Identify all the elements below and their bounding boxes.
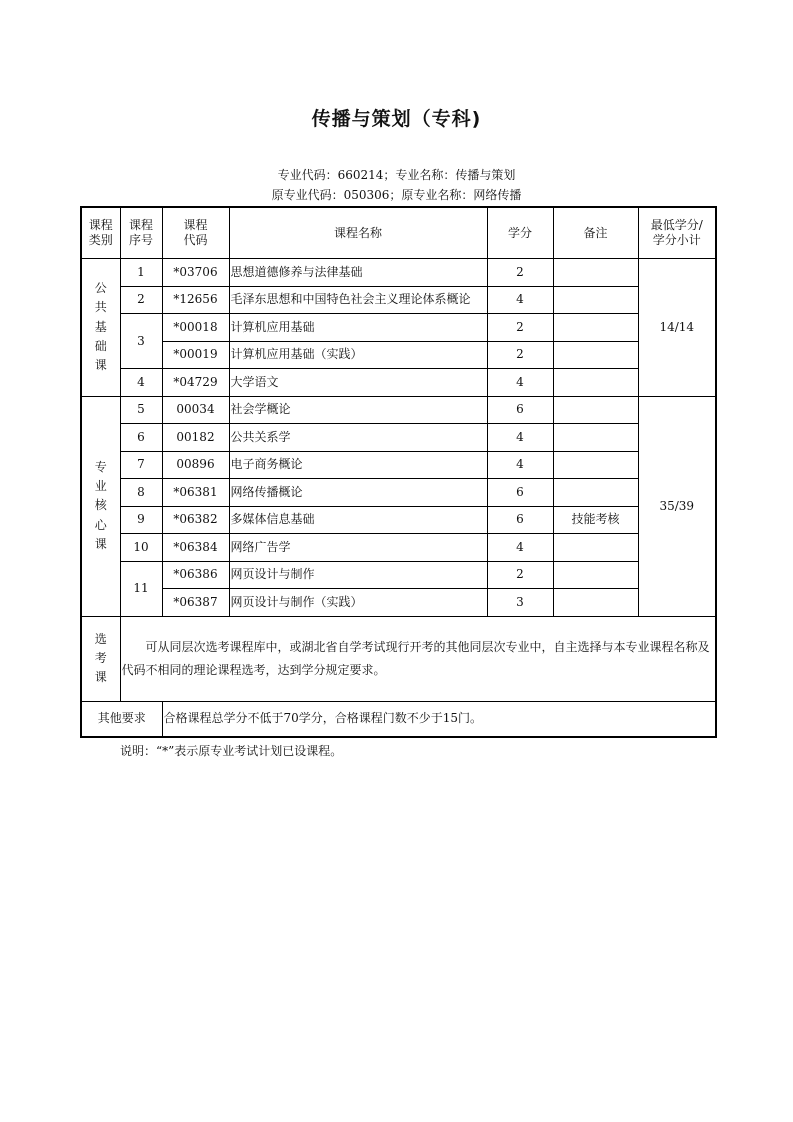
course-code: *04729	[162, 369, 229, 397]
table-row	[81, 534, 716, 562]
table-row	[81, 396, 716, 424]
header-min-credit: 最低学分/ 学分小计	[638, 207, 716, 259]
course-seq: 9	[120, 506, 162, 534]
course-code: *06384	[162, 534, 229, 562]
table-row	[81, 314, 716, 342]
course-name: 网页设计与制作（实践）	[229, 589, 487, 617]
table-row	[81, 589, 716, 617]
page-title: 传播与策划（专科)	[311, 108, 482, 130]
major-code-line: 专业代码：660214；专业名称：传播与策划	[277, 168, 516, 182]
course-name: 计算机应用基础	[229, 314, 487, 342]
course-seq: 1	[120, 259, 162, 287]
course-seq: 2	[120, 286, 162, 314]
table-row	[81, 506, 716, 534]
course-credit: 4	[487, 424, 553, 452]
course-name: 多媒体信息基础	[229, 506, 487, 534]
course-remark	[553, 286, 638, 314]
course-remark	[553, 314, 638, 342]
header-seq: 课程 序号	[120, 207, 162, 259]
course-seq: 5	[120, 396, 162, 424]
course-name: 电子商务概论	[229, 451, 487, 479]
course-remark	[553, 396, 638, 424]
header-name: 课程名称	[229, 207, 487, 259]
course-remark	[553, 534, 638, 562]
course-name: 计算机应用基础（实践）	[229, 341, 487, 369]
table-row	[81, 424, 716, 452]
course-name: 毛泽东思想和中国特色社会主义理论体系概论	[229, 286, 487, 314]
course-credit: 4	[487, 286, 553, 314]
course-credit: 4	[487, 451, 553, 479]
course-code: 00896	[162, 451, 229, 479]
elective-row	[81, 616, 716, 701]
course-code: *06381	[162, 479, 229, 507]
header-credit: 学分	[487, 207, 553, 259]
course-code: 00182	[162, 424, 229, 452]
table-row	[81, 561, 716, 589]
table-row	[81, 479, 716, 507]
course-code: *00019	[162, 341, 229, 369]
header-remark: 备注	[553, 207, 638, 259]
course-name: 社会学概论	[229, 396, 487, 424]
course-remark	[553, 424, 638, 452]
course-name: 网络广告学	[229, 534, 487, 562]
footnote: 说明：“*”表示原专业考试计划已设课程。	[120, 744, 343, 758]
course-code: *06386	[162, 561, 229, 589]
course-credit: 3	[487, 589, 553, 617]
table-header-row	[81, 207, 716, 259]
course-remark	[553, 479, 638, 507]
course-seq: 11	[120, 561, 162, 616]
course-seq: 7	[120, 451, 162, 479]
course-credit: 2	[487, 341, 553, 369]
table-row	[81, 451, 716, 479]
header-category: 课程 类别	[81, 207, 120, 259]
table-row	[81, 341, 716, 369]
course-credit: 6	[487, 479, 553, 507]
table-row	[81, 259, 716, 287]
header-code: 课程 代码	[162, 207, 229, 259]
course-name: 思想道德修养与法律基础	[229, 259, 487, 287]
other-requirements-label: 其他要求	[81, 701, 162, 737]
course-credit: 6	[487, 396, 553, 424]
subtotal-major-core: 35/39	[638, 396, 716, 616]
course-remark	[553, 341, 638, 369]
course-credit: 6	[487, 506, 553, 534]
course-code: *12656	[162, 286, 229, 314]
subtotal-public-basic: 14/14	[638, 259, 716, 397]
course-name: 网络传播概论	[229, 479, 487, 507]
course-remark	[553, 369, 638, 397]
course-name: 网页设计与制作	[229, 561, 487, 589]
table-row	[81, 369, 716, 397]
elective-description: 可从同层次选考课程库中，或湖北省自学考试现行开考的其他同层次专业中，自主选择与本专业课程名称及代码不相同的理论课程选考，达到学分规定要求。	[120, 616, 716, 701]
course-credit: 4	[487, 369, 553, 397]
category-public-basic: 公 共 基 础 课	[81, 259, 120, 397]
course-seq: 8	[120, 479, 162, 507]
course-remark	[553, 561, 638, 589]
course-code: *03706	[162, 259, 229, 287]
course-credit: 2	[487, 314, 553, 342]
course-code: *06387	[162, 589, 229, 617]
course-remark	[553, 589, 638, 617]
course-seq: 6	[120, 424, 162, 452]
course-credit: 2	[487, 561, 553, 589]
course-plan-table	[80, 206, 717, 738]
course-seq: 10	[120, 534, 162, 562]
course-code: 00034	[162, 396, 229, 424]
course-name: 大学语文	[229, 369, 487, 397]
course-seq: 3	[120, 314, 162, 369]
other-requirements-row	[81, 701, 716, 737]
course-remark	[553, 451, 638, 479]
course-credit: 4	[487, 534, 553, 562]
original-major-code-line: 原专业代码：050306；原专业名称：网络传播	[271, 188, 522, 202]
category-major-core: 专 业 核 心 课	[81, 396, 120, 616]
table-row	[81, 286, 716, 314]
course-code: *00018	[162, 314, 229, 342]
course-remark	[553, 259, 638, 287]
other-requirements-text: 合格课程总学分不低于70学分，合格课程门数不少于15门。	[162, 701, 716, 737]
course-code: *06382	[162, 506, 229, 534]
course-remark: 技能考核	[553, 506, 638, 534]
course-seq: 4	[120, 369, 162, 397]
course-name: 公共关系学	[229, 424, 487, 452]
course-credit: 2	[487, 259, 553, 287]
category-elective: 选 考 课	[81, 616, 120, 701]
